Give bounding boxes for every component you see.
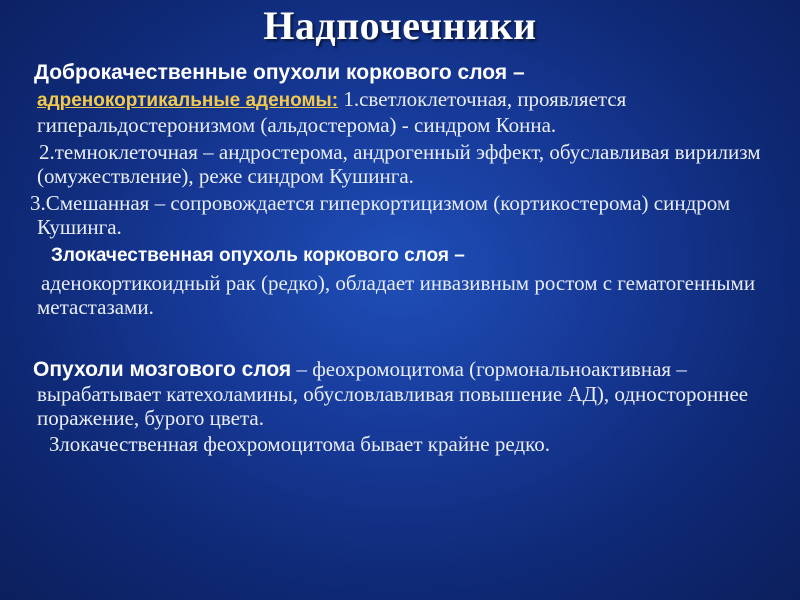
paragraph-malignant-heading — [20, 242, 780, 268]
medullary-text: – феохромоцитома (гормональноактивная – вырабатывает катехоламины, обусловлавливая повышение АД), одностороннее поражение, бурого цвета. — [37, 357, 749, 430]
paragraph-malignant-pheo — [20, 432, 780, 456]
adenomas-text: 1.светлоклеточная, проявляется гиперальдостеронизмом (альдостерома) - синдром Конна. — [37, 87, 627, 137]
paragraph-adenomas — [20, 87, 780, 137]
malignant-pheo-text: Злокачественная феохромоцитома бывает крайне редко. — [49, 432, 550, 456]
malignant-cortical-heading: Злокачественная опухоль коркового слоя – — [51, 245, 465, 266]
mixed-text: 3.Смешанная – сопровождается гиперкортицизмом (кортикостерома) синдром Кушинга. — [30, 191, 731, 239]
slide-title: Надпочечники — [263, 3, 537, 48]
paragraph-medullary — [20, 357, 780, 430]
paragraph-carcinoma — [20, 271, 780, 319]
cortical-benign-heading: Доброкачественные опухоли коркового слоя – — [34, 61, 525, 84]
paragraph-mixed — [20, 191, 780, 239]
carcinoma-text: аденокортикоидный рак (редко), обладает инвазивным ростом с гематогенными метастазами. — [37, 271, 756, 319]
slide-content — [20, 60, 780, 456]
medullary-heading: Опухоли мозгового слоя — [33, 358, 292, 381]
paragraph-dark-cell — [20, 140, 780, 188]
dark-cell-text: 2.темноклеточная – андростерома, андрогенный эффект, обуславливая вирилизм (омужествление), реже синдром Кушинга. — [37, 140, 761, 188]
adenomas-term: адренокортикальные аденомы: — [37, 90, 339, 111]
paragraph-cortical-benign-heading — [20, 60, 780, 85]
